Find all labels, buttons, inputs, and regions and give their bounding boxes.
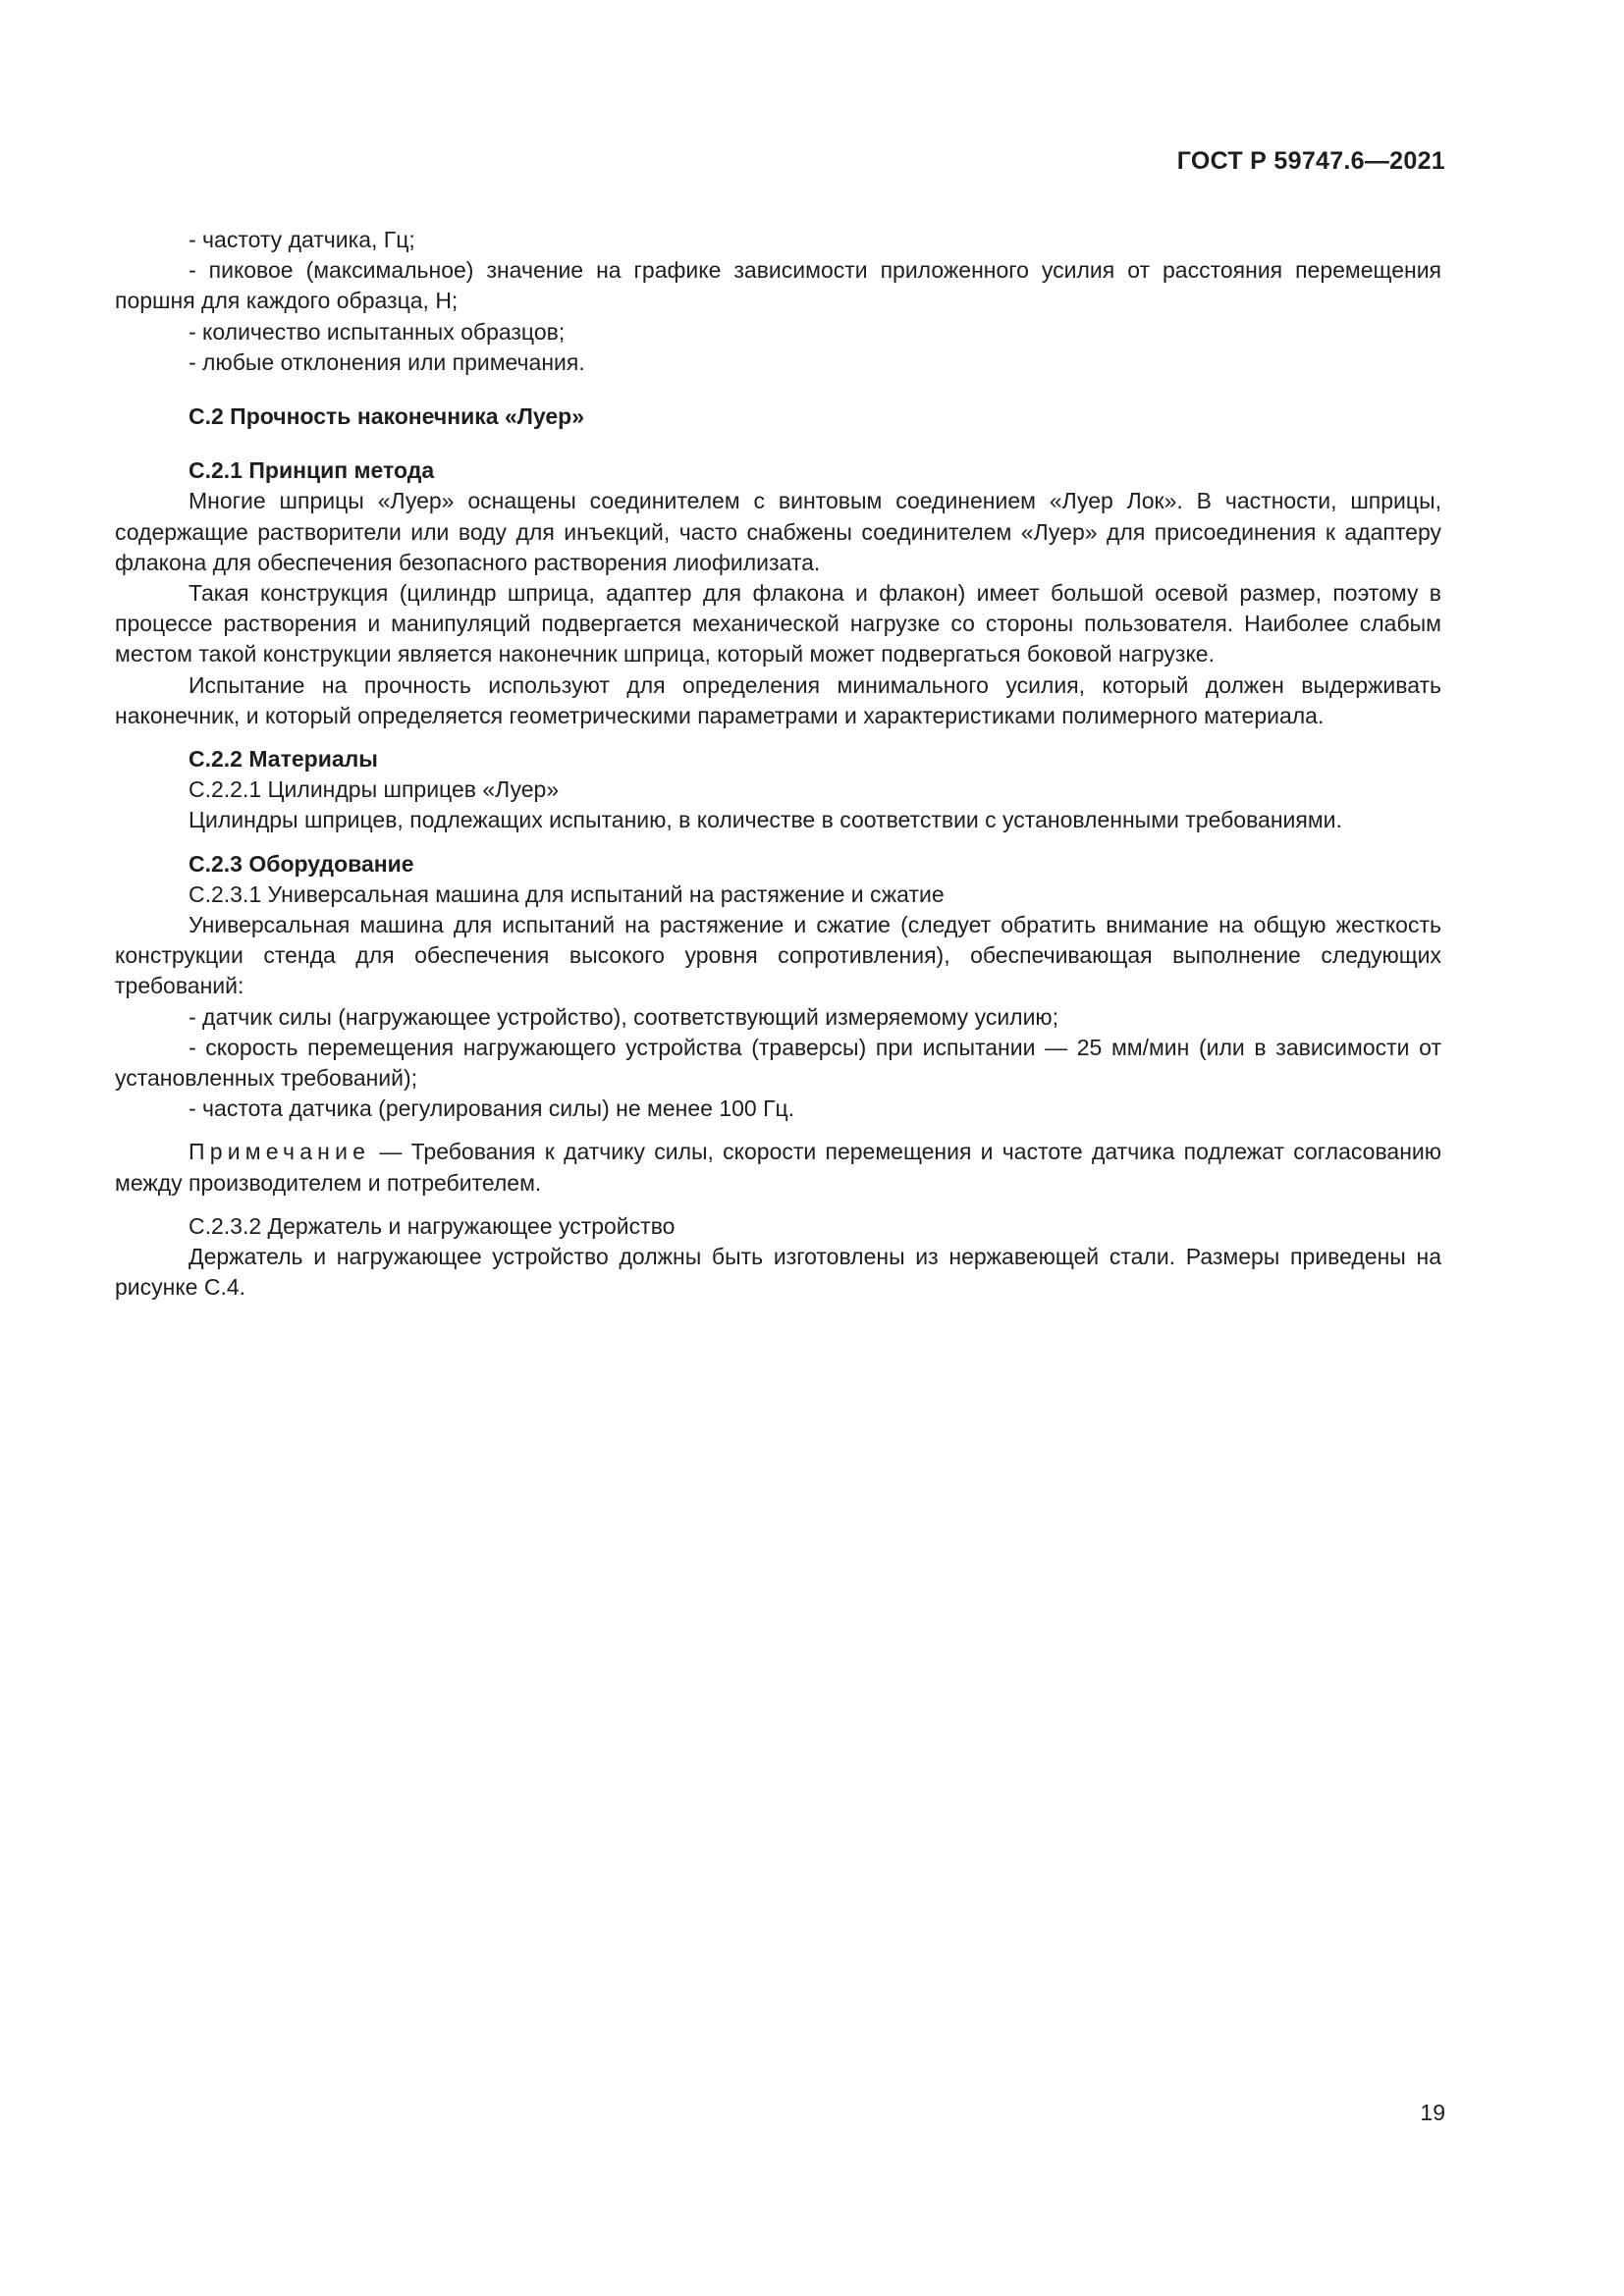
c21-paragraph-2: Такая конструкция (цилиндр шприца, адаптер для флакона и флакон) имеет большой осевой размер, поэтому в процессе растворения и манипуляций подвергается механической нагрузке со стороны пользователя. Наиболее слабым местом такой конструкции является наконечник шприца, который может подвергаться боковой нагрузке. <box>115 580 1441 667</box>
list-item-deviations: - любые отклонения или примечания. <box>189 348 585 375</box>
c221-heading: С.2.2.1 Цилиндры шприцев «Луер» <box>189 776 560 803</box>
section-c2-heading: С.2 Прочность наконечника «Луер» <box>189 403 584 430</box>
section-c22-heading: С.2.2 Материалы <box>189 746 378 773</box>
c232-heading: С.2.3.2 Держатель и нагружающее устройство <box>189 1212 676 1239</box>
list-item-sensor-frequency: - частоту датчика, Гц; <box>189 227 415 252</box>
c231-text: Универсальная машина для испытаний на растяжение и сжатие (следует обратить внимание на общую жесткость конструкции стенда для обеспечения высокого уровня сопротивления), обеспечивающая выполнение следующих требований: <box>115 912 1441 999</box>
document-code-header: ГОСТ Р 59747.6—2021 <box>1176 147 1445 175</box>
c21-paragraph-3: Испытание на прочность используют для определения минимального усилия, который должен выдерживать наконечник, и который определяется геометрическими параметрами и характеристиками полимерного материала. <box>115 671 1441 728</box>
list-item-sample-count: - количество испытанных образцов; <box>189 318 566 345</box>
page-content <box>115 225 1441 1304</box>
c21-paragraph-1: Многие шприцы «Луер» оснащены соединителем с винтовым соединением «Луер Лок». В частности, шприцы, содержащие растворители или воду для инъекций, часто снабжены соединителем «Луер» для присоединения к адаптеру флакона для обеспечения безопасного растворения лиофилизата. <box>115 488 1441 575</box>
list-item-force-sensor: - датчик силы (нагружающее устройство), соответствующий измеряемому усилию; <box>189 1003 1059 1030</box>
c232-text: Держатель и нагружающее устройство должны быть изготовлены из нержавеющей стали. Размеры приведены на рисунке С.4. <box>115 1244 1441 1301</box>
section-c23-heading: С.2.3 Оборудование <box>189 850 414 877</box>
list-item-crosshead-speed: - скорость перемещения нагружающего устройства (траверсы) при испытании — 25 мм/мин (или в зависимости от установленных требований); <box>115 1034 1441 1092</box>
section-c21-heading: С.2.1 Принцип метода <box>189 457 435 484</box>
note-label: Примечание <box>189 1139 371 1165</box>
c231-heading: С.2.3.1 Универсальная машина для испытаний на растяжение и сжатие <box>189 881 945 907</box>
page-number: 19 <box>1420 2100 1445 2125</box>
note-text: — Требования к датчику силы, скорости перемещения и частоте датчика подлежат согласованию между производителем и потребителем. <box>115 1139 1441 1196</box>
list-item-control-frequency: - частота датчика (регулирования силы) не менее 100 Гц. <box>189 1095 795 1122</box>
c221-text: Цилиндры шприцев, подлежащих испытанию, в количестве в соответствии с установленными требованиями. <box>189 807 1342 833</box>
list-item-peak-value: - пиковое (максимальное) значение на графике зависимости приложенного усилия от расстояния перемещения поршня для каждого образца, Н; <box>115 257 1441 314</box>
note <box>115 1137 1441 1198</box>
